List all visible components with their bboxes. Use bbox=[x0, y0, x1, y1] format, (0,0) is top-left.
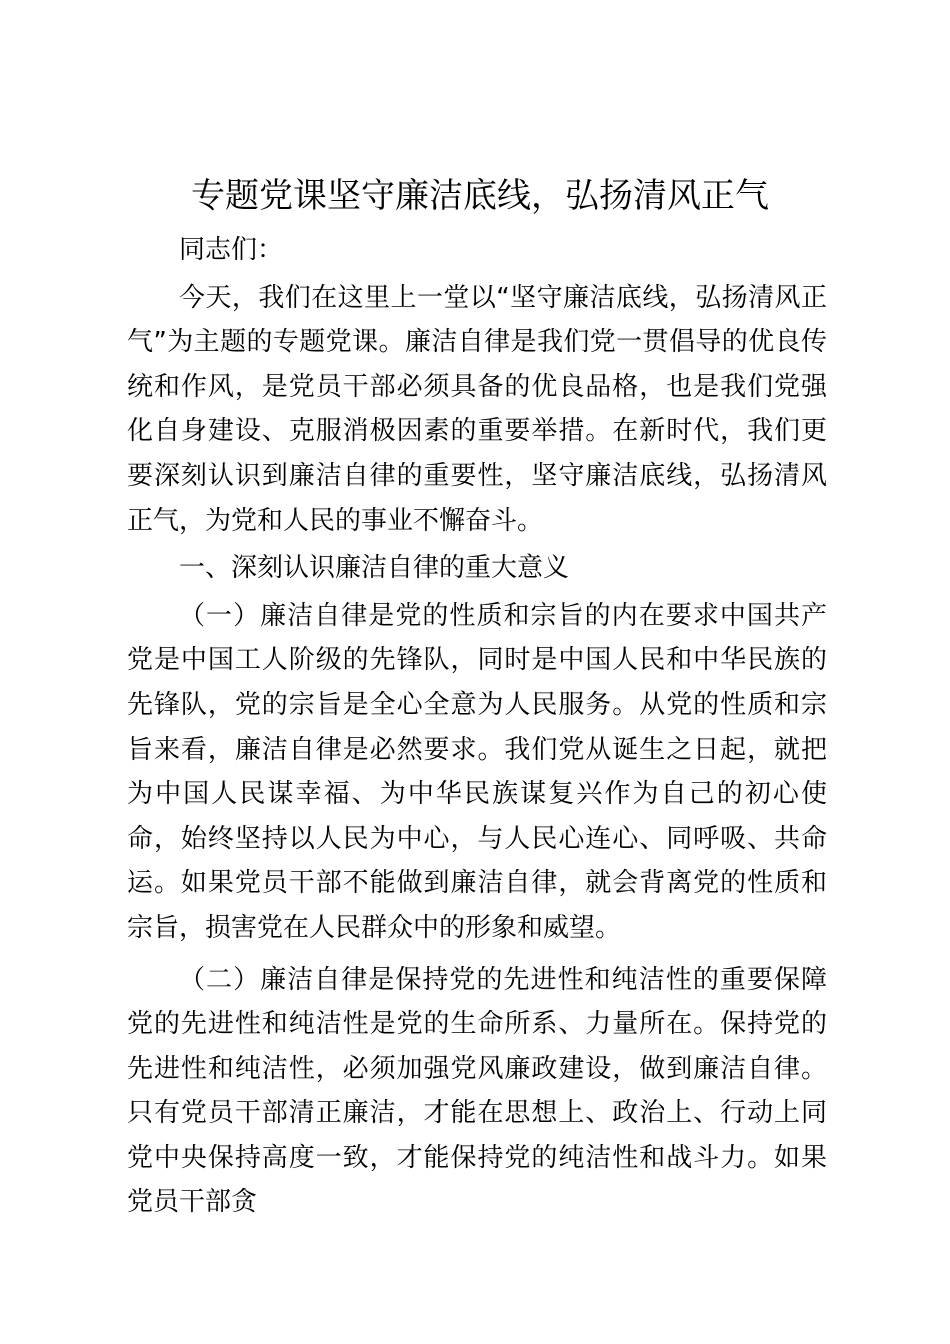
section-heading: 一、深刻认识廉洁自律的重大意义 bbox=[179, 553, 570, 584]
document-body bbox=[127, 228, 827, 1225]
salutation: 同志们： bbox=[179, 235, 284, 265]
subsection-paragraph-2: （二）廉洁自律是保持党的先进性和纯洁性的重要保障党的先进性和纯洁性是党的生命所系、力量所在。保持党的先进性和纯洁性，必须加强党风廉政建设，做到廉洁自律。只有党员干部清正廉洁，才能在思想上、政治上、行动上同党中央保持高度一致，才能保持党的纯洁性和战斗力。如果党员干部贪 bbox=[127, 964, 827, 1218]
intro-paragraph: 今天，我们在这里上一堂以“坚守廉洁底线，弘扬清风正气”为主题的专题党课。廉洁自律是我们党一贯倡导的优良传统和作风，是党员干部必须具备的优良品格，也是我们党强化自身建设、克服消极因素的重要举措。在新时代，我们更要深刻认识到廉洁自律的重要性，坚守廉洁底线，弘扬清风正气，为党和人民的事业不懈奋斗。 bbox=[127, 282, 827, 536]
subsection-paragraph-1: （一）廉洁自律是党的性质和宗旨的内在要求中国共产党是中国工人阶级的先锋队，同时是中国人民和中华民族的先锋队，党的宗旨是全心全意为人民服务。从党的性质和宗旨来看，廉洁自律是必然要求。我们党从诞生之日起，就把为中国人民谋幸福、为中华民族谋复兴作为自己的初心使命，始终坚持以人民为中心，与人民心连心、同呼吸、共命运。如果党员干部不能做到廉洁自律，就会背离党的性质和宗旨，损害党在人民群众中的形象和威望。 bbox=[127, 600, 827, 943]
document-title: 专题党课坚守廉洁底线，弘扬清风正气 bbox=[191, 176, 769, 216]
